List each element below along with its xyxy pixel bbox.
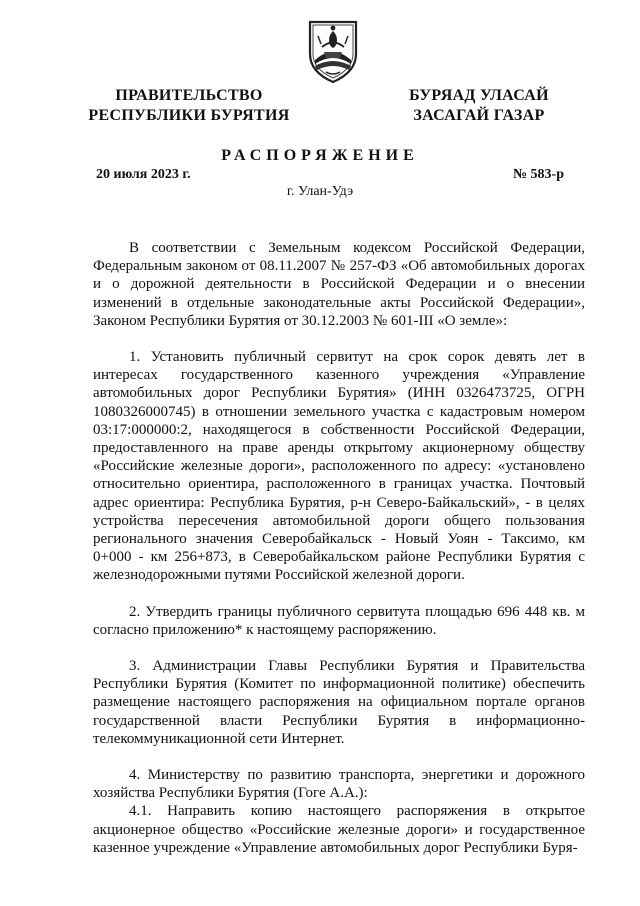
issuer-russian <box>84 86 294 126</box>
clause-4: 4. Министерству по развитию транспорта, энергетики и дорожного хозяйства Республики Бурятия (Гоге А.А.): <box>93 767 585 802</box>
clause-1: 1. Установить публичный сервитут на срок сорок девять лет в интересах государственного казенного учреждения «Управление автомобильных дорог Республики Бурятия» (ИНН 0326473725, ОГРН 1080326000745) в отношении земельного участка с кадастровым номером 03:17:000000:2, находящегося в собственности Российской Федерации, предоставленного на праве аренды открытому акционерному обществу «Российские железные дороги», расположенного по адресу: «установлено относительно ориентира, расположенного в границах участка. Почтовый адрес ориентира: Республика Бурятия, р-н Северо-Байкальский», - в целях устройства пересечения автомобильной дороги общего пользования регионального значения Северобайкальск - Новый Уоян - Таксимо, км 0+000 - км 256+873, в Северобайкальском районе Республики Бурятия с железнодорожными путями Российской железной дороги. <box>93 349 585 584</box>
coat-of-arms-icon <box>304 14 362 86</box>
document-title: РАСПОРЯЖЕНИЕ <box>221 147 419 164</box>
clause-2: 2. Утвердить границы публичного сервитута площадью 696 448 кв. м согласно приложению* к настоящему распоряжению. <box>93 603 585 638</box>
document-number: № 583-р <box>512 167 564 182</box>
issuer-buryat-line-2: ЗАСАГАЙ ГАЗАР <box>413 107 545 124</box>
clause-4-1: 4.1. Направить копию настоящего распоряжения в открытое акционерное общество «Российские железные дороги» и государственное казенное учреждение «Управление автомобильных дорог Республики Буря- <box>93 803 585 856</box>
clause-3: 3. Администрации Главы Республики Бурятия и Правительства Республики Бурятия (Комитет по информационной политике) обеспечить размещение настоящего распоряжения на официальном портале органов государственной власти Республики Бурятия в информационно-телекоммуникационной сети Интернет. <box>93 658 585 747</box>
document-body <box>93 239 585 857</box>
document-date: 20 июля 2023 г. <box>96 167 191 182</box>
issuer-russian-line-2: РЕСПУБЛИКИ БУРЯТИЯ <box>88 107 290 124</box>
document-city: г. Улан-Удэ <box>286 184 354 199</box>
issuer-buryat <box>404 86 554 126</box>
issuer-buryat-line-1: БУРЯАД УЛАСАЙ <box>409 87 549 104</box>
preamble-paragraph: В соответствии с Земельным кодексом Российской Федерации, Федеральным законом от 08.11.2007 № 257-ФЗ «Об автомобильных дорогах и о дорожной деятельности в Российской Федерации и о внесении изменений в отдельные законодательные акты Российской Федерации», Законом Республики Бурятия от 30.12.2003 № 601-III «О земле»: <box>93 240 585 329</box>
issuer-russian-line-1: ПРАВИТЕЛЬСТВО <box>115 87 263 104</box>
